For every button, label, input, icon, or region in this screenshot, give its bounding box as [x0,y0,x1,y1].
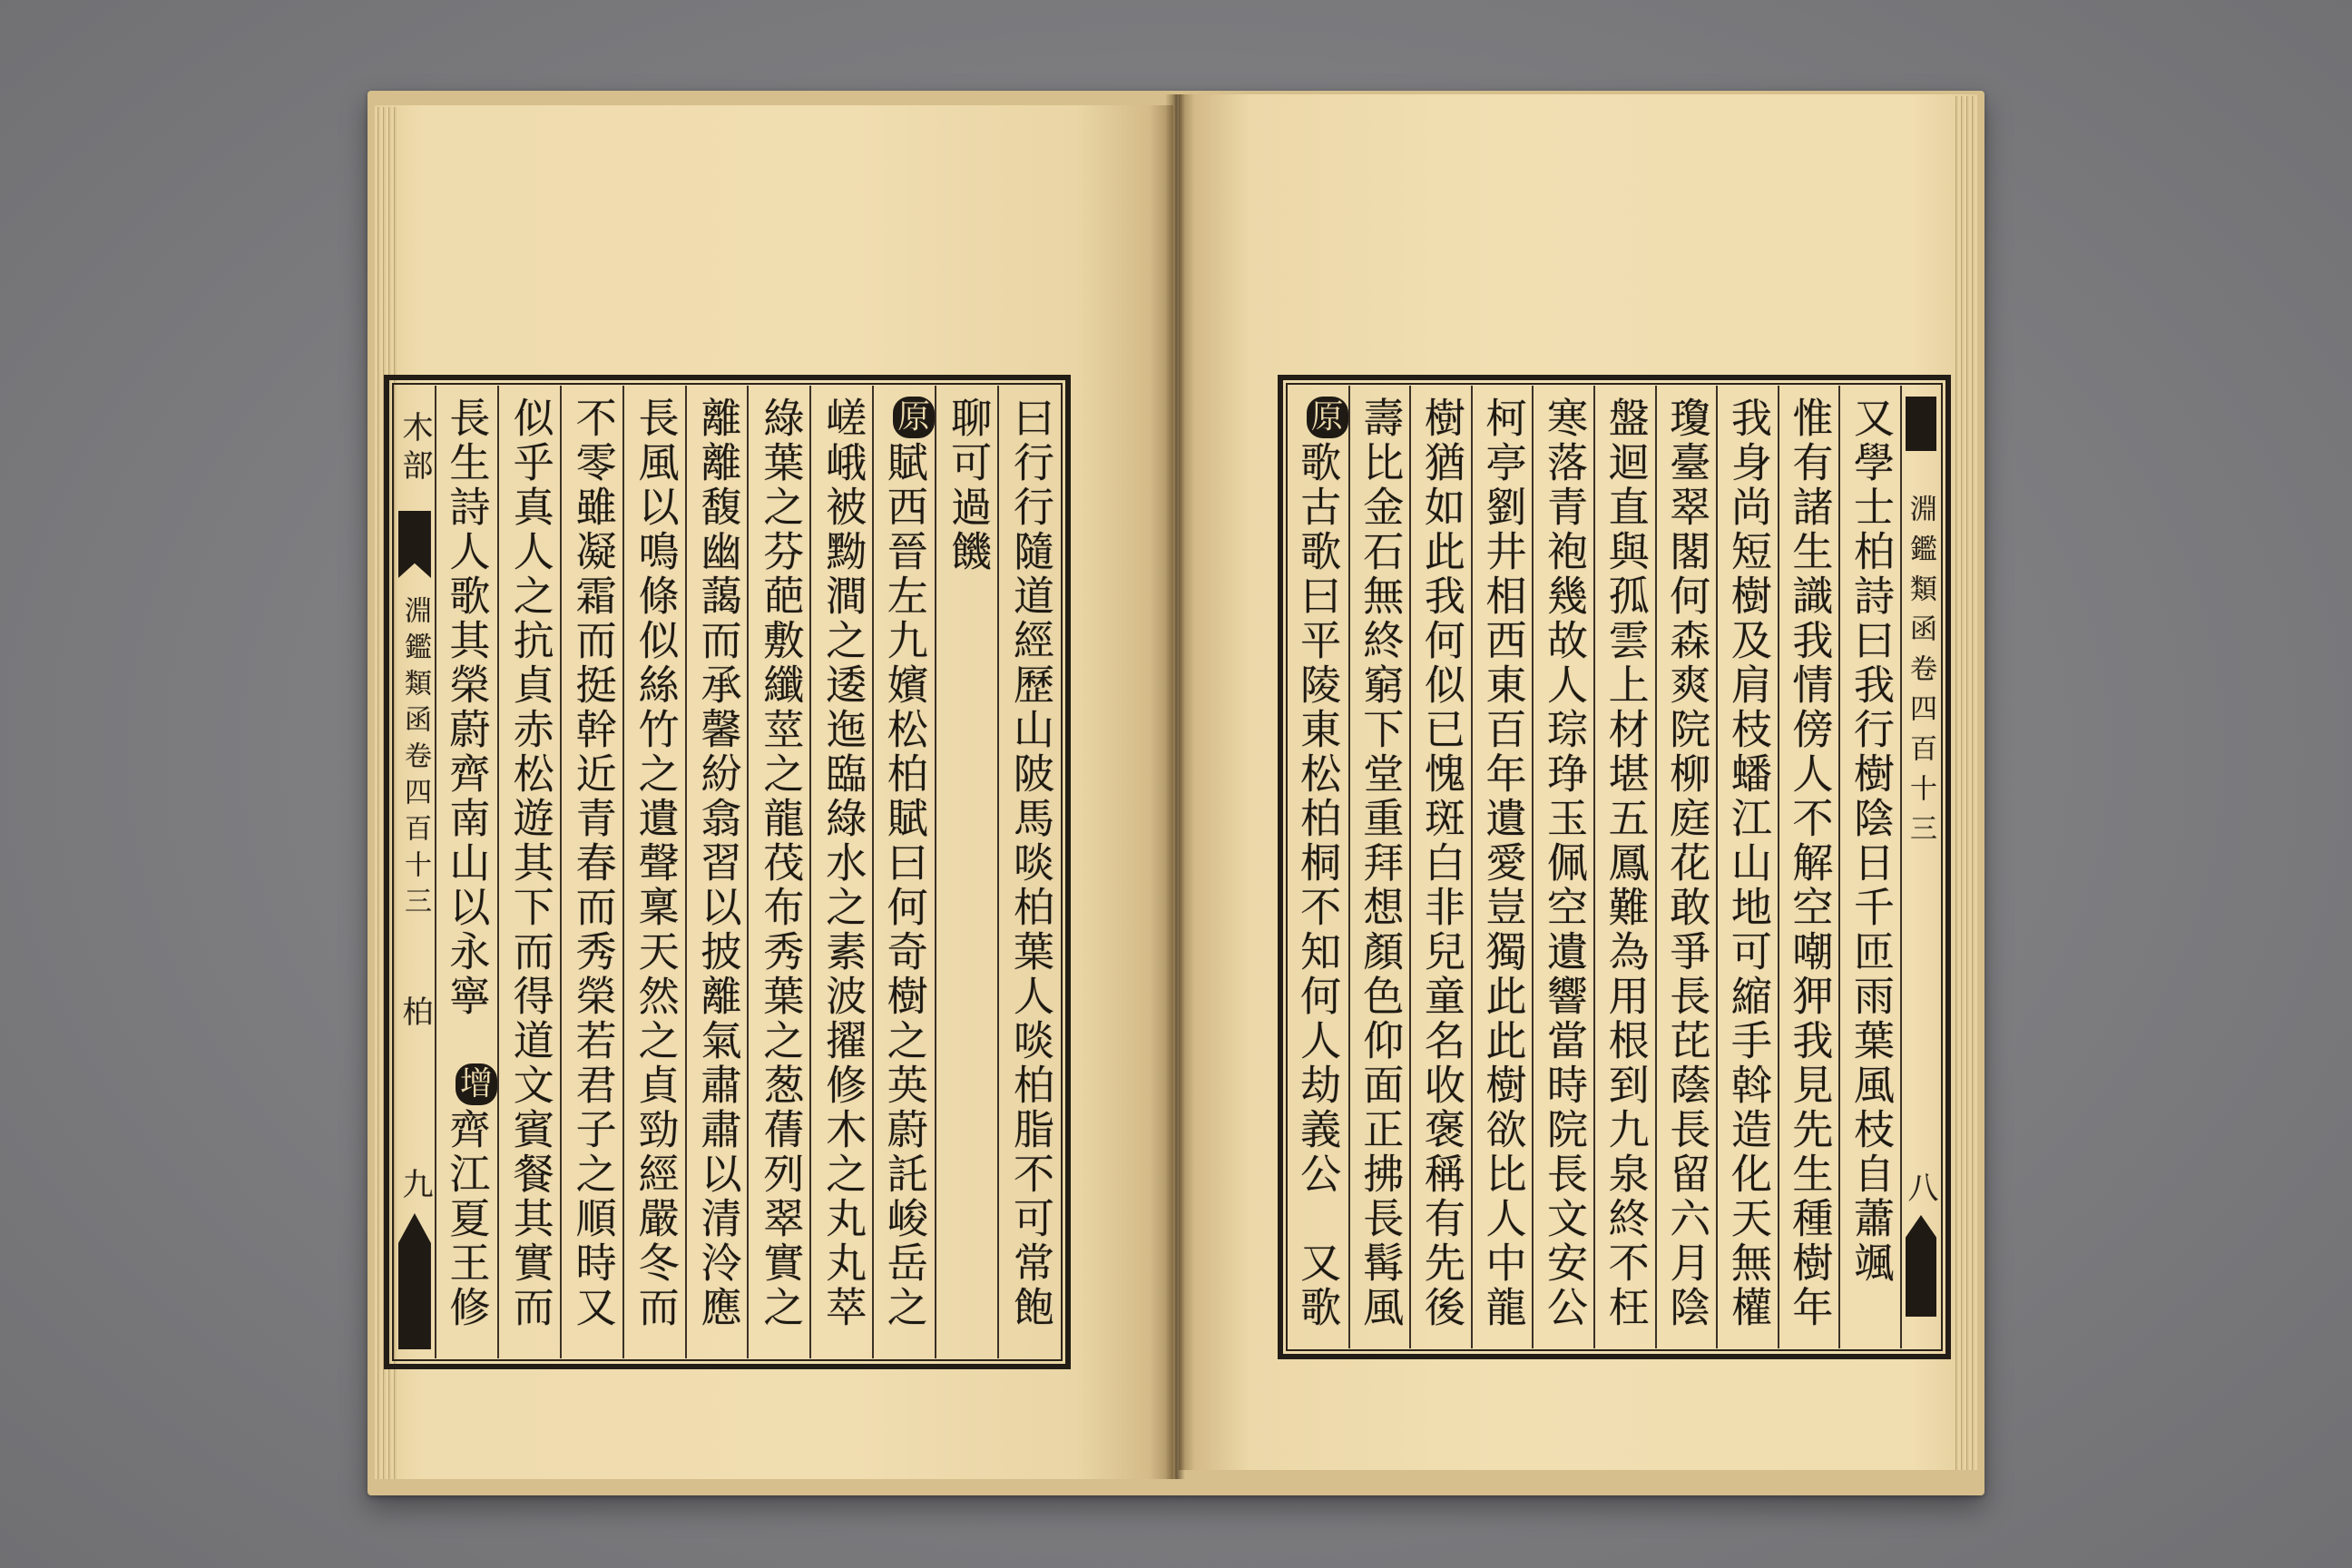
column-text: 寒落青袍幾故人琮琤玉佩空遺響當時院長文安公 [1540,397,1589,1330]
black-mouth-mark [398,1213,431,1349]
section-label: 木部 [396,411,433,487]
book-title: 淵鑑類函卷四百十三 [1905,495,1936,854]
column-text: 壽比金石無終窮下堂重拜想顏色仰面正拂長髯風 [1356,397,1405,1330]
text-column [997,386,1060,1358]
column-text: 瓊臺翠閣何森爽院柳庭花敢爭長芘蔭長留六月陰 [1662,397,1711,1330]
column-text: 賦西晉左九嬪松柏賦曰何奇樹之英蔚託峻岳之 [879,441,928,1330]
right-page-columns [1289,386,1940,1348]
column-text: 離離馥幽藹而承馨紛翕習以披離氣肅肅以清泠應 [693,397,742,1330]
text-column [1778,386,1839,1348]
center-fold-banner [395,386,435,1358]
text-column [1655,386,1717,1348]
text-column [1593,386,1655,1348]
left-page-text-frame [384,375,1071,1369]
column-text: 盤迴直與孤雲上材堪五鳳難為用根到九泉終不枉 [1601,397,1650,1330]
spine-fold [1165,94,1185,1479]
column-text-after-gap: 又歌 [1293,1241,1342,1330]
column-text: 又學士柏詩曰我行樹陰日千匝雨葉風枝自蕭颯 [1847,397,1895,1286]
leaf-number: 九 [396,1168,433,1199]
text-column [497,386,560,1358]
text-column [1348,386,1410,1348]
column-text: 樹猶如此我何似已愧斑白非兒童名收褒稱有先後 [1416,397,1465,1330]
column-text-after-marker: 齊江夏王修 [442,1108,491,1330]
center-fold-banner [1900,386,1940,1348]
yuan-marker: 原 [893,397,935,438]
text-column [1532,386,1593,1348]
text-column [872,386,935,1358]
fishtail-mark [398,511,431,578]
text-column [1716,386,1778,1348]
text-column [1471,386,1533,1348]
entry-label: 柏 [396,995,433,1026]
zeng-marker: 增 [456,1063,497,1105]
book-title: 淵鑑類函卷四百十三 [398,596,431,923]
column-text: 我身尚短樹及肩枝蟠江山地可縮手斡造化天無權 [1723,397,1772,1330]
left-page-columns [395,386,1060,1358]
column-text: 柯亭劉井相西東百年遺愛豈獨此此樹欲比人中龍 [1478,397,1527,1330]
column-text: 似乎真人之抗貞赤松遊其下而得道文賓餐其實而 [505,397,554,1330]
column-text: 綠葉之芬葩敷纖莖之龍茷布秀葉之葱蒨列翠實之 [756,397,805,1330]
text-column [622,386,685,1358]
black-mouth-mark [1906,397,1936,451]
text-column [435,386,497,1358]
text-column [1289,386,1348,1348]
text-column [1409,386,1471,1348]
column-text: 嵯峨被黝澗之逶迤臨綠水之素波擢修木之丸丸萃 [818,397,867,1330]
right-page-edge-stack [1953,96,1977,1470]
text-column [560,386,622,1358]
leaf-number: 八 [1902,1171,1938,1202]
text-column [685,386,748,1358]
column-text: 歌古歌曰平陵東松柏桐不知何人劫義公 [1293,441,1342,1197]
column-text: 聊可過饑 [944,397,993,574]
column-text: 曰行行隨道經歷山陂馬啖柏葉人啖柏脂不可常飽 [1006,397,1054,1330]
column-text: 長生詩人歌其榮蔚齊南山以永寧 [442,397,491,1019]
right-page-text-frame [1278,375,1951,1359]
column-text: 長風以鳴條似絲竹之遺聲稟天然之貞勁經嚴冬而 [631,397,680,1330]
text-column [809,386,872,1358]
text-column [747,386,809,1358]
text-column [935,386,997,1358]
yuan-marker: 原 [1307,397,1348,438]
column-text: 不零雖凝霜而挺幹近青春而秀榮若君子之順時又 [568,397,617,1330]
black-mouth-mark [1906,1215,1936,1317]
text-column [1838,386,1900,1348]
column-text: 惟有諸生識我情傍人不解空嘲狎我見先生種樹年 [1785,397,1834,1330]
